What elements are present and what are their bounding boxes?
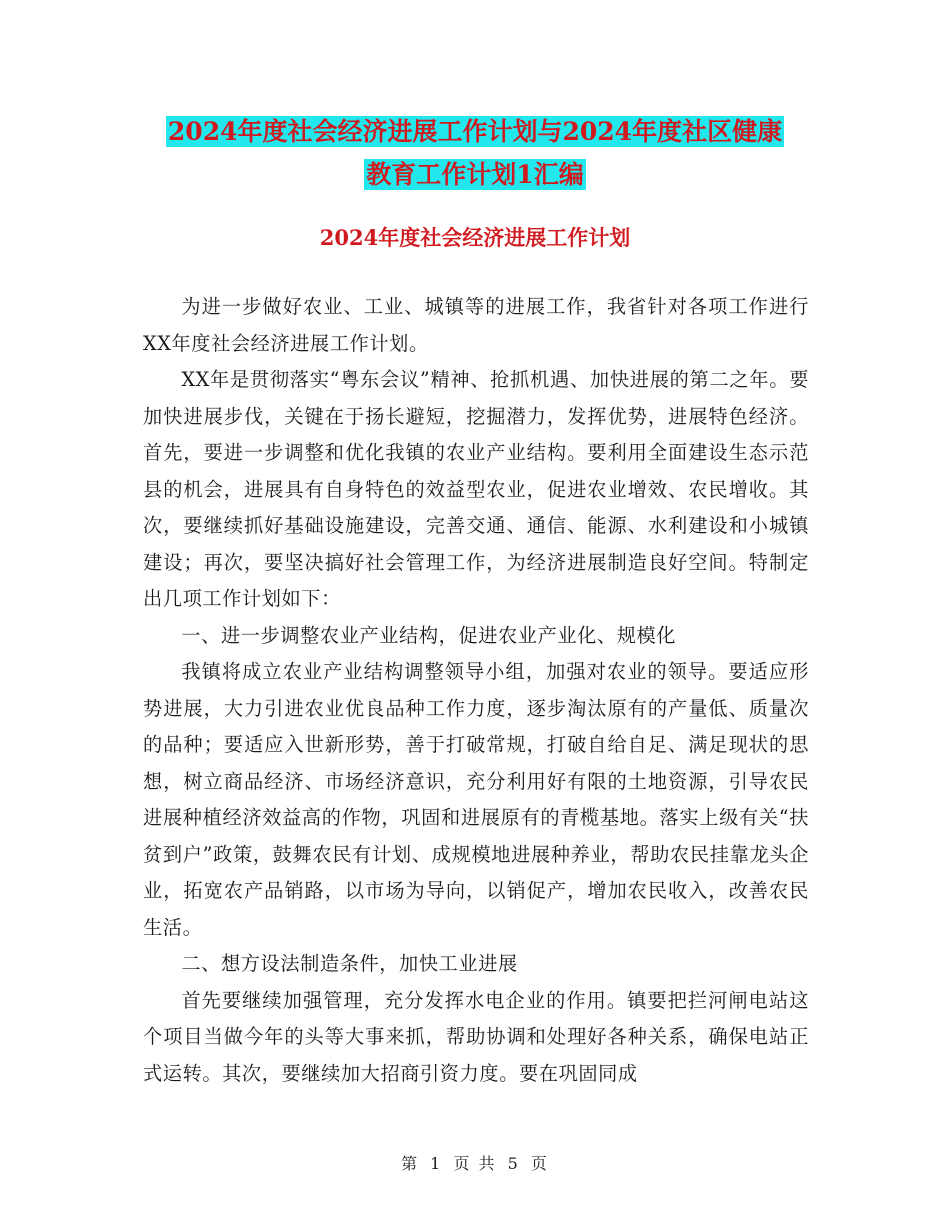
document-title-line-1: [0, 110, 950, 154]
title-highlight-2: 教育工作计划1汇编: [366, 160, 584, 189]
paragraph: XX年是贯彻落实“粤东会议”精神、抢抓机遇、加快进展的第二之年。要加快进展步伐，关键在于扬长避短，挖掘潜力，发挥优势，进展特色经济。首先，要进一步调整和优化我镇的农业产业结构。要利用全面建设生态示范县的机会，进展具有自身特色的效益型农业，促进农业增效、农民增收。其次，要继续抓好基础设施建设，完善交通、通信、能源、水利建设和小城镇建设；再次，要坚决搞好社会管理工作，为经济进展制造良好空间。特制定出几项工作计划如下：: [143, 368, 809, 610]
section-title: 2024年度社会经济进展工作计划: [319, 225, 631, 250]
paragraph: 为进一步做好农业、工业、城镇等的进展工作，我省针对各项工作进行XX年度社会经济进展工作计划。: [143, 295, 809, 355]
footer-current-page: 1: [430, 1154, 443, 1173]
section-heading-1: 一、进一步调整农业产业结构，促进农业产业化、规模化: [181, 623, 677, 647]
section-heading-2: 二、想方设法制造条件，加快工业进展: [181, 952, 518, 975]
footer-middle: 页 共: [453, 1154, 497, 1173]
document-title-line-2: [0, 153, 950, 197]
paragraph: 我镇将成立农业产业结构调整领导小组，加强对农业的领导。要适应形势进展，大力引进农业优良品种工作力度，逐步淘汰原有的产量低、质量次的品种；要适应入世新形势，善于打破常规，打破自给自足、满足现状的思想，树立商品经济、市场经济意识，充分利用好有限的土地资源，引导农民进展种植经济效益高的作物，巩固和进展原有的青榄基地。落实上级有关“扶贫到户”政策，鼓舞农民有计划、成规模地进展种养业，帮助农民挂靠龙头企业，拓宽农产品销路，以市场为导向，以销促产，增加农民收入，改善农民生活。: [143, 660, 809, 939]
paragraph: 首先要继续加强管理，充分发挥水电企业的作用。镇要把拦河闸电站这个项目当做今年的头等大事来抓，帮助协调和处理好各种关系，确保电站正式运转。其次，要继续加大招商引资力度。要在巩固同成: [143, 988, 809, 1085]
page-footer: [0, 1151, 950, 1174]
footer-prefix: 第: [401, 1154, 420, 1173]
footer-total-pages: 5: [507, 1154, 520, 1173]
title-highlight-1: 2024年度社会经济进展工作计划与2024年度社区健康: [167, 117, 783, 146]
footer-suffix: 页: [530, 1154, 549, 1173]
body-text: [143, 289, 809, 1092]
